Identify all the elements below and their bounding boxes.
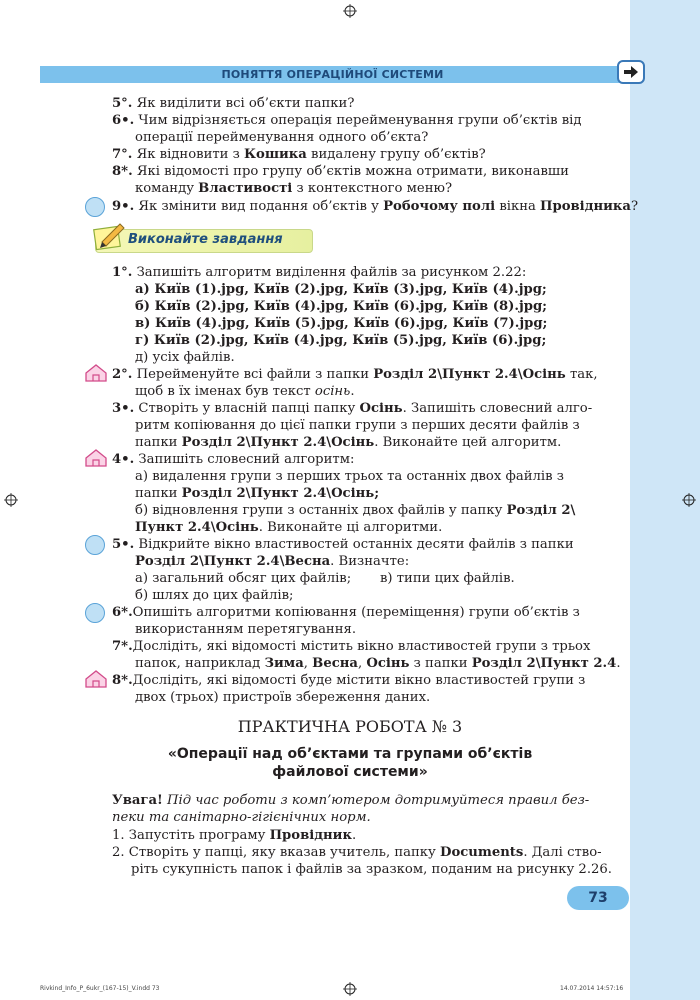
task-1b: б) Київ (2).jpg, Київ (4).jpg, Київ (6).jpg, Київ (8).jpg; — [135, 299, 548, 314]
task-1a: а) Київ (1).jpg, Київ (2).jpg, Київ (3).jpg, Київ (4).jpg; — [135, 282, 547, 297]
question-6: 6•. Чим відрізняється операція перейменування групи об’єктів від — [112, 113, 582, 128]
task-1c: в) Київ (4).jpg, Київ (5).jpg, Київ (6).jpg, Київ (7).jpg; — [135, 316, 548, 331]
task-1e: д) усіх файлів. — [135, 350, 235, 365]
task-5a: а) загальний обсяг цих файлів; — [135, 571, 352, 586]
practical-subtitle-2: файлової системи» — [272, 764, 428, 780]
practical-subtitle-1: «Операції над об’єктами та групами об’єктів — [167, 746, 533, 762]
task-6: 6*.Опишіть алгоритми копіювання (переміщення) групи об’єктів з — [112, 605, 580, 620]
warning-line-1: Увага! Під час роботи з комп’ютером дотримуйтеся правил без- — [112, 793, 590, 808]
task-6-cont: використанням перетягування. — [135, 622, 357, 637]
task-4: 4•. Запишіть словесний алгоритм: — [112, 452, 355, 467]
step-2-cont: ріть сукупність папок і файлів за зразком, поданим на рисунку 2.26. — [131, 862, 612, 877]
registration-mark-icon — [4, 493, 18, 507]
spiral-icon — [85, 603, 105, 623]
task-5-cont: Розділ 2\Пункт 2.4\Весна. Визначте: — [135, 554, 410, 569]
footer-file: Rivkind_Info_P_6ukr_(167-15)_V.indd 73 — [40, 985, 160, 992]
question-6-cont: операції перейменування одного об’єкта? — [135, 130, 429, 145]
home-icon — [84, 448, 108, 468]
task-1: 1°. Запишіть алгоритм виділення файлів за рисунком 2.22: — [112, 265, 527, 280]
step-2: 2. Створіть у папці, яку вказав учитель, папку Documents. Далі ство- — [112, 845, 602, 860]
task-banner-title: Виконайте завдання — [128, 232, 283, 247]
task-1d: г) Київ (2).jpg, Київ (4).jpg, Київ (5).jpg, Київ (6).jpg; — [135, 333, 547, 348]
task-5: 5•. Відкрийте вікно властивостей останніх десяти файлів з папки — [112, 537, 574, 552]
question-7: 7°. Як відновити з Кошика видалену групу об’єктів? — [112, 147, 486, 162]
task-3-cont1: ритм копіювання до цієї папки групи з перших десяти файлів з — [135, 418, 580, 433]
task-4a: а) видалення групи з перших трьох та останніх двох файлів з — [135, 469, 564, 484]
task-4b-cont: Пункт 2.4\Осінь. Виконайте ці алгоритми. — [135, 520, 443, 535]
task-4a-cont: папки Розділ 2\Пункт 2.4\Осінь; — [135, 486, 380, 501]
home-icon — [84, 363, 108, 383]
registration-mark-icon — [343, 4, 357, 18]
step-1: 1. Запустіть програму Провідник. — [112, 828, 357, 843]
task-8: 8*.Дослідіть, які відомості буде містити вікно властивостей групи з — [112, 673, 586, 688]
task-3-cont2: папки Розділ 2\Пункт 2.4\Осінь. Виконайте цей алгоритм. — [135, 435, 562, 450]
task-5b: б) шлях до цих файлів; — [135, 588, 294, 603]
task-2: 2°. Перейменуйте всі файли з папки Розділ 2\Пункт 2.4\Осінь так, — [112, 367, 598, 382]
arrow-right-icon — [623, 65, 639, 79]
task-5c: в) типи цих файлів. — [380, 571, 515, 586]
task-4b: б) відновлення групи з останніх двох файлів у папку Розділ 2\ — [135, 503, 576, 518]
question-5: 5°. Як виділити всі об’єкти папки? — [112, 96, 355, 111]
footer-date: 14.07.2014 14:57:16 — [560, 985, 624, 992]
page-number: 73 — [567, 886, 629, 910]
question-8-cont: команду Властивості з контекстного меню? — [135, 181, 453, 196]
home-icon — [84, 669, 108, 689]
registration-mark-icon — [343, 982, 357, 996]
task-3: 3•. Створіть у власній папці папку Осінь. Запишіть словесний алго- — [112, 401, 593, 416]
question-8: 8*. Які відомості про групу об’єктів можна отримати, виконавши — [112, 164, 569, 179]
task-2-cont: щоб в їх іменах був текст осінь. — [135, 384, 355, 399]
registration-mark-icon — [682, 493, 696, 507]
spiral-icon — [85, 197, 105, 217]
pencil-notebook-icon — [92, 222, 126, 252]
practical-title: ПРАКТИЧНА РОБОТА № 3 — [237, 717, 463, 736]
task-7: 7*.Дослідіть, які відомості містить вікно властивостей групи з трьох — [112, 639, 591, 654]
warning-line-2: пеки та санітарно-гігієнічних норм. — [112, 810, 371, 825]
task-7-cont: папок, наприклад Зима, Весна, Осінь з папки Розділ 2\Пункт 2.4. — [135, 656, 621, 671]
section-header: ПОНЯТТЯ ОПЕРАЦІЙНОЇ СИСТЕМИ — [40, 66, 625, 83]
next-arrow-button[interactable] — [617, 60, 645, 84]
task-8-cont: двох (трьох) пристроїв збереження даних. — [135, 690, 431, 705]
spiral-icon — [85, 535, 105, 555]
question-9: 9•. Як змінити вид подання об’єктів у Робочому полі вікна Провідника? — [112, 199, 639, 214]
